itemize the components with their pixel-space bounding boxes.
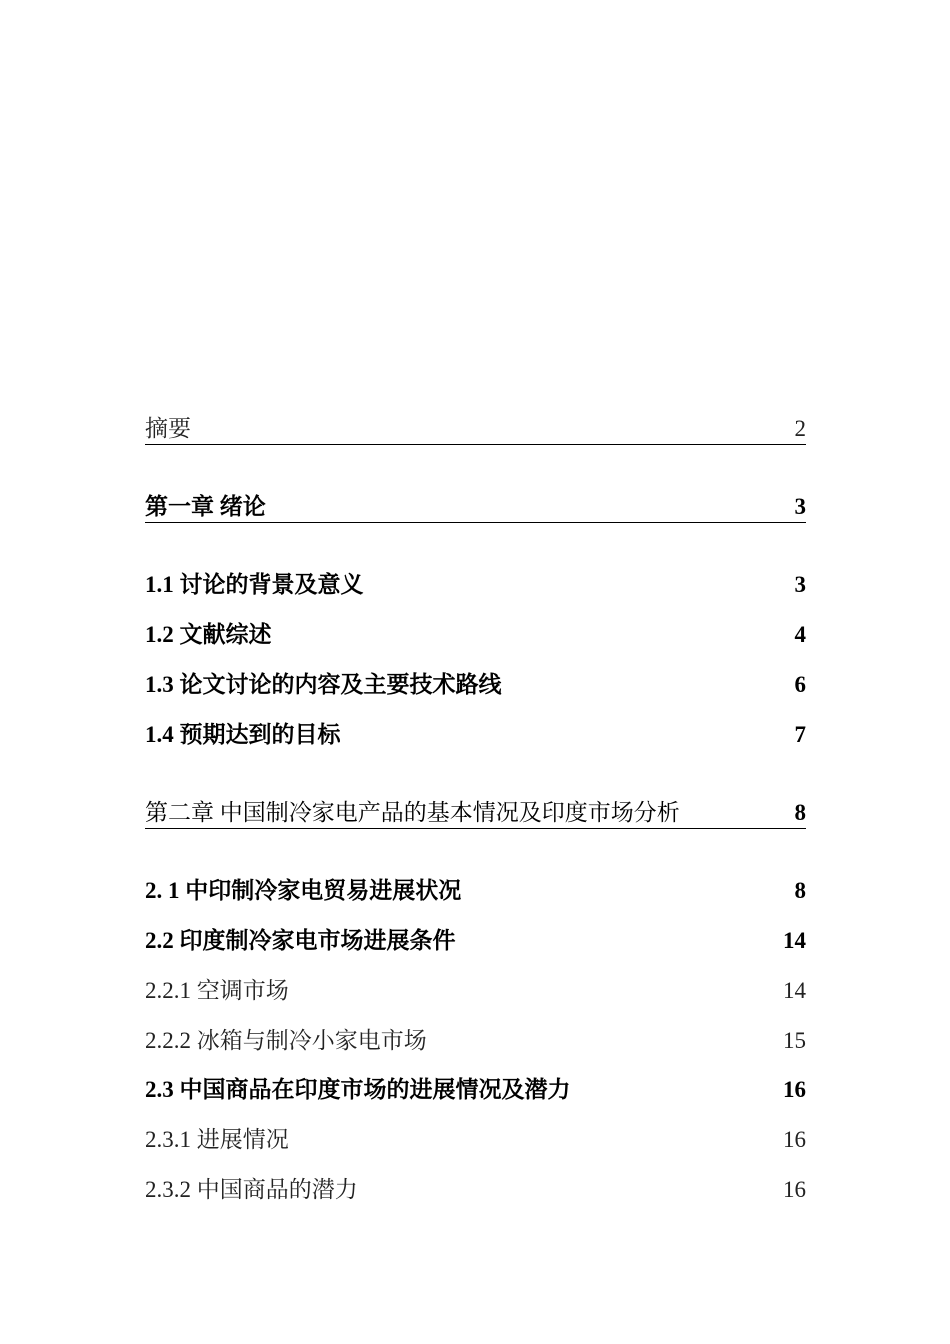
toc-entry-label: 2.3.1 进展情况 [145,1127,289,1152]
toc-entry-chapter-2[interactable] [145,796,806,829]
toc-entry-page: 6 [794,672,806,697]
toc-entry-label: 2.3 中国商品在印度市场的进展情况及潜力 [145,1077,571,1102]
toc-entry-2-3-1[interactable] [145,1123,806,1155]
toc-entry-label: 摘要 [145,416,191,441]
toc-entry-1-3[interactable] [145,668,806,700]
toc-entry-2-3[interactable] [145,1073,806,1105]
toc-entry-page: 2 [794,416,806,441]
toc-entry-1-1[interactable] [145,568,806,600]
toc-entry-chapter-1[interactable] [145,490,806,523]
toc-entry-1-2[interactable] [145,618,806,650]
toc-entry-label: 1.1 讨论的背景及意义 [145,572,364,597]
toc-entry-page: 16 [783,1127,806,1152]
toc-entry-2-2[interactable] [145,924,806,956]
toc-entry-label: 2. 1 中印制冷家电贸易进展状况 [145,878,462,903]
toc-entry-page: 16 [783,1177,806,1202]
toc-entry-page: 15 [783,1028,806,1053]
toc-entry-page: 14 [783,928,806,953]
toc-entry-page: 7 [794,722,806,747]
toc-entry-label: 1.4 预期达到的目标 [145,722,341,747]
toc-entry-1-4[interactable] [145,718,806,750]
toc-entry-label: 2.3.2 中国商品的潜力 [145,1177,358,1202]
toc-entry-page: 14 [783,978,806,1003]
toc-entry-page: 4 [794,622,806,647]
toc-entry-page: 16 [783,1077,806,1102]
toc-entry-page: 8 [794,800,806,825]
toc-entry-2-3-2[interactable] [145,1173,806,1205]
toc-entry-2-1[interactable] [145,874,806,906]
toc-entry-label: 2.2.2 冰箱与制冷小家电市场 [145,1028,427,1053]
toc-entry-abstract[interactable] [145,412,806,445]
toc-entry-label: 2.2.1 空调市场 [145,978,289,1003]
toc-entry-2-2-2[interactable] [145,1024,806,1056]
toc-entry-page: 3 [794,494,806,519]
toc-entry-label: 第一章 绪论 [145,494,266,519]
toc-entry-label: 1.2 文献综述 [145,622,272,647]
toc-entry-page: 3 [794,572,806,597]
toc-entry-label: 1.3 论文讨论的内容及主要技术路线 [145,672,502,697]
toc-entry-label: 2.2 印度制冷家电市场进展条件 [145,928,456,953]
toc-entry-label: 第二章 中国制冷家电产品的基本情况及印度市场分析 [145,800,680,825]
toc-entry-2-2-1[interactable] [145,974,806,1006]
toc-entry-page: 8 [794,878,806,903]
